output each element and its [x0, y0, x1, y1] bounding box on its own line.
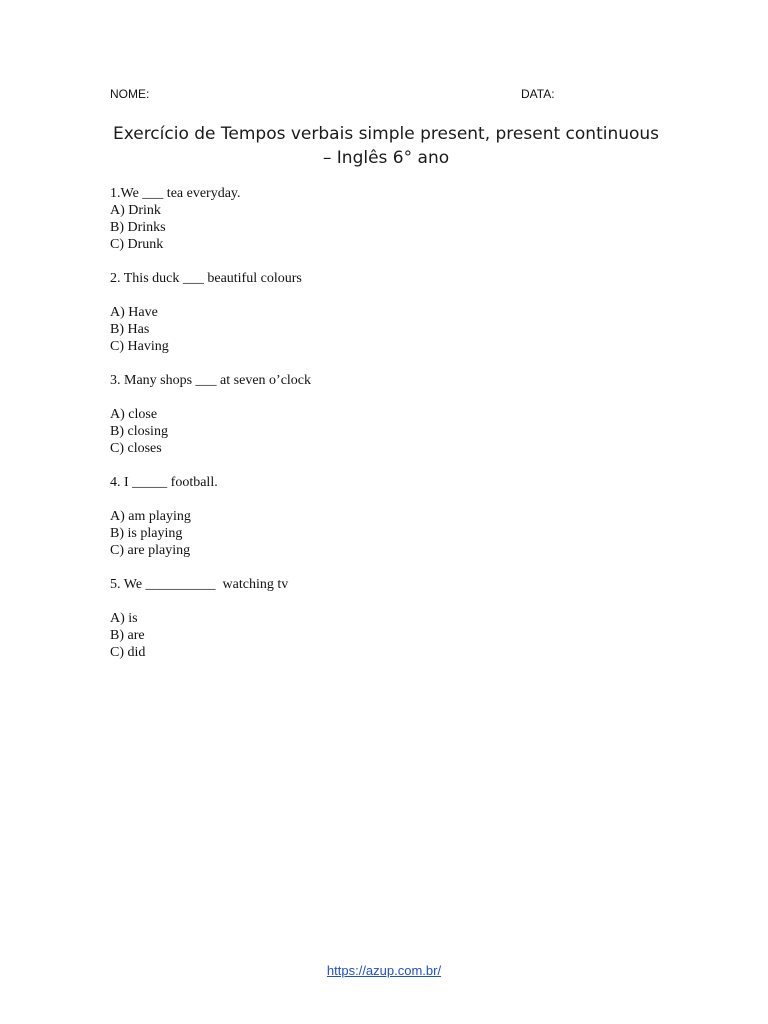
question-text: 1.We ___ tea everyday.: [110, 186, 241, 201]
option-a: A) am playing: [110, 509, 191, 524]
option-a: A) Drink: [110, 203, 161, 218]
option-b: B) closing: [110, 424, 168, 439]
option-a: A) Have: [110, 305, 158, 320]
option-c: C) are playing: [110, 543, 191, 558]
option-b: B) are: [110, 628, 145, 643]
option-b: B) Drinks: [110, 220, 166, 235]
page-title-line-1: Exercício de Tempos verbais simple present, present continuous: [112, 124, 660, 144]
footer: [0, 963, 768, 978]
option-a: A) close: [110, 407, 158, 422]
spacer: [110, 355, 670, 372]
option-c: C) Having: [110, 339, 169, 354]
question-1: [110, 185, 670, 253]
question-text: 5. We __________ watching tv: [110, 577, 289, 592]
spacer: [110, 457, 670, 474]
header-row: [110, 87, 570, 105]
question-text: 4. I _____ football.: [110, 475, 218, 490]
footer-link[interactable]: https://azup.com.br/: [326, 963, 442, 978]
option-c: C) Drunk: [110, 237, 164, 252]
spacer: [110, 389, 670, 406]
question-5: [110, 576, 670, 661]
option-c: C) closes: [110, 441, 162, 456]
page-title: [60, 122, 712, 170]
spacer: [110, 253, 670, 270]
date-label: DATA:: [521, 87, 555, 101]
question-text: 3. Many shops ___ at seven o’clock: [110, 373, 312, 388]
option-b: B) Has: [110, 322, 150, 337]
question-3: [110, 372, 670, 457]
spacer: [110, 559, 670, 576]
spacer: [110, 287, 670, 304]
option-b: B) is playing: [110, 526, 183, 541]
spacer: [110, 491, 670, 508]
question-4: [110, 474, 670, 559]
spacer: [110, 593, 670, 610]
name-label: NOME:: [110, 87, 150, 101]
question-2: [110, 270, 670, 355]
option-a: A) is: [110, 611, 138, 626]
question-text: 2. This duck ___ beautiful colours: [110, 271, 302, 286]
option-c: C) did: [110, 645, 146, 660]
page-title-line-2: – Inglês 6° ano: [322, 148, 450, 168]
question-list: [110, 185, 670, 661]
